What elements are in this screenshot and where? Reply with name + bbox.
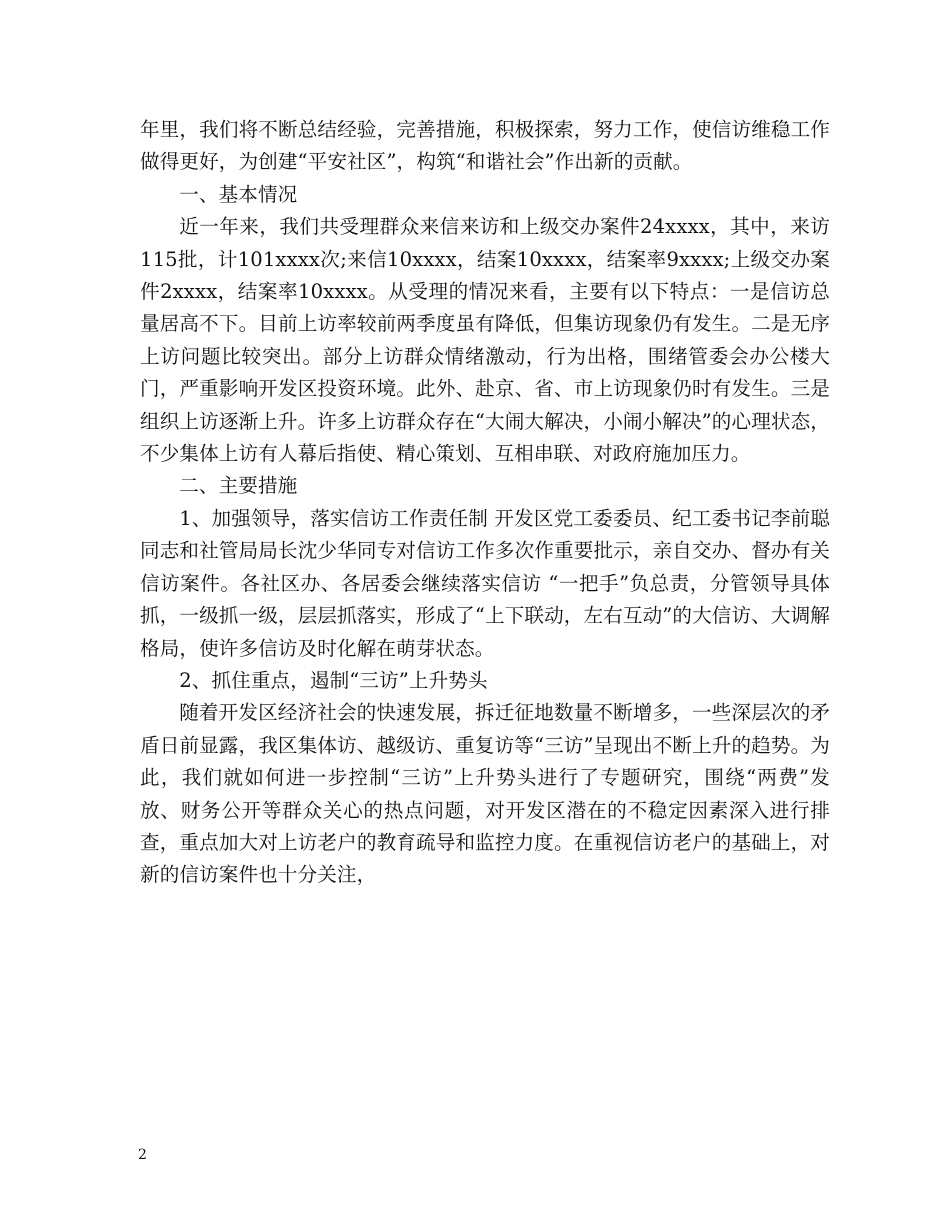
paragraph-closing-remarks: 年里，我们将不断总结经验，完善措施，积极探索，努力工作，使信访维稳工作做得更好，为创建“平安社区”，构筑“和谐社会”作出新的贡献。 [140, 118, 830, 174]
page-number: 2 [138, 1147, 147, 1163]
section-heading-basic-situation: 一、基本情况 [179, 182, 298, 206]
paragraph-basic-situation: 近一年来，我们共受理群众来信来访和上级交办案件24xxxx，其中，来访115批，计101xxxx次;来信10xxxx，结案10xxxx，结案率9xxxx;上级交办案件2xxxx，结案率10xxxx。从受理的情况来看，主要有以下特点：一是信访总量居高不下。目前上访率较前两季度虽有降低，但集访现象仍有发生。二是无序上访问题比较突出。部分上访群众情绪激动，行为出格，围绪管委会办公楼大门，严重影响开发区投资环境。此外、赴京、省、市上访现象仍时有发生。三是组织上访逐渐上升。许多上访群众存在“大闹大解决，小闹小解决”的心理状态，不少集体上访有人幕后指使、精心策划、互相串联、对政府施加压力。 [140, 215, 830, 466]
subheading-measure-2: 2、抓住重点，遏制“三访”上升势头 [179, 668, 488, 692]
paragraph-measure-1: 1、加强领导，落实信访工作责任制 开发区党工委委员、纪工委书记李前聪同志和社管局局长沈少华同专对信访工作多次作重要批示，亲自交办、督办有关信访案件。各社区办、各居委会继续落实信访 “一把手”负总责，分管领导具体抓，一级抓一级，层层抓落实，形成了“上下联动，左右互动”的大信访、大调解格局，使许多信访及时化解在萌芽状态。 [140, 506, 830, 660]
paragraph-measure-2: 随着开发区经济社会的快速发展，拆迁征地数量不断增多，一些深层次的矛盾日前显露，我区集体访、越级访、重复访等“三访”呈现出不断上升的趋势。为此，我们就如何进一步控制“三访”上升势头进行了专题研究，围绕“两费”发放、财务公开等群众关心的热点问题，对开发区潜在的不稳定因素深入进行排查，重点加大对上访老户的教育疏导和监控力度。在重视信访老户的基础上，对新的信访案件也十分关注， [140, 701, 830, 887]
section-heading-main-measures: 二、主要措施 [179, 474, 298, 498]
body-text [140, 114, 830, 892]
